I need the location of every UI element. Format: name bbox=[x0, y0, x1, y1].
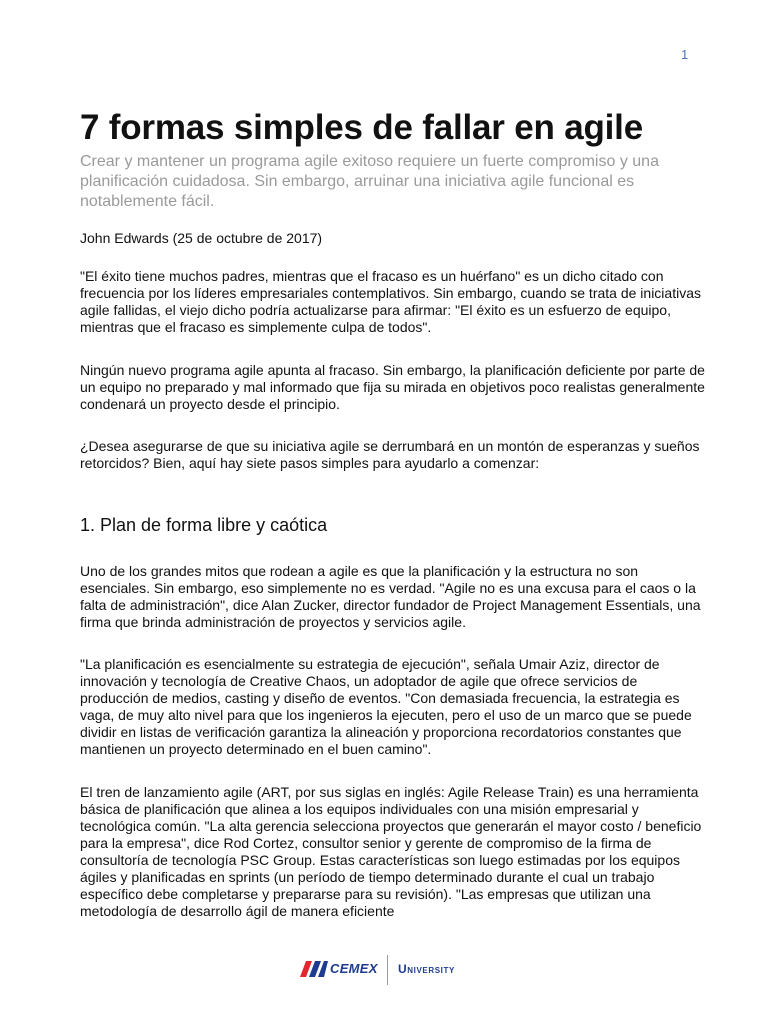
intro-paragraph-1: "El éxito tiene muchos padres, mientras que el fracaso es un huérfano" es un dicho citado con frecuencia por los líderes empresariales contemplativos. Sin embargo, cuando se trata de iniciativas agile fallidas, el viejo dicho podría actualizarse para afirmar: "El éxito es un esfuerzo de equipo, mientras que el fracaso es simplemente culpa de todos". bbox=[80, 268, 701, 335]
section-heading: 1. Plan de forma libre y caótica bbox=[80, 515, 328, 535]
footer-divider bbox=[387, 955, 388, 985]
article-subtitle: Crear y mantener un programa agile exitoso requiere un fuerte compromiso y una planificación cuidadosa. Sin embargo, arruinar una iniciativa agile funcional es notablemente fácil. bbox=[80, 153, 659, 210]
section-paragraph-1: Uno de los grandes mitos que rodean a agile es que la planificación y la estructura no son esenciales. Sin embargo, eso simplemente no es verdad. "Agile no es una excusa para el caos o la falta de administración", dice Alan Zucker, director fundador de Project Management Essentials, una firma que brinda administración de proyectos y servicios agile. bbox=[80, 563, 701, 630]
section-paragraph-3: El tren de lanzamiento agile (ART, por sus siglas en inglés: Agile Release Train) es una herramienta básica de planificación que alinea a los equipos individuales con una misión empresarial y tecnológica común. "La alta gerencia selecciona proyectos que generarán el mayor costo / beneficio para la empresa", dice Rod Cortez, consultor senior y gerente de compromiso de la firma de consultoría de tecnología PSC Group. Estas características son luego estimadas por los equipos ágiles y planificadas en sprints (un período de tiempo determinado durante el cual un trabajo específico debe completarse y prepararse para su revisión). "Las empresas que utilizan una metodología de desarrollo ágil de manera eficiente bbox=[80, 784, 702, 919]
intro-paragraph-3: ¿Desea asegurarse de que su iniciativa agile se derrumbará en un montón de esperanzas y sueños retorcidos? Bien, aquí hay siete pasos simples para ayudarlo a comenzar: bbox=[80, 438, 700, 471]
page-number: 1 bbox=[681, 47, 689, 62]
footer-brand: CEMEX bbox=[330, 961, 378, 976]
article-byline: John Edwards (25 de octubre de 2017) bbox=[80, 230, 323, 246]
article-title: 7 formas simples de fallar en agile bbox=[80, 108, 643, 147]
footer-logo bbox=[300, 955, 500, 987]
cemex-mark-icon bbox=[300, 961, 328, 977]
section-paragraph-2: "La planificación es esencialmente su estrategia de ejecución", señala Umair Aziz, director de innovación y tecnología de Creative Chaos, un adoptador de agile que ofrece servicios de producción de medios, casting y diseño de eventos. "Con demasiada frecuencia, la estrategia es vaga, de muy alto nivel para que los ingenieros la ejecuten, pero el uso de un marco que se puede dividir en listas de verificación garantiza la alineación y proporciona recordatorios constantes que mantienen un proyecto determinado en el buen camino". bbox=[80, 656, 692, 757]
footer-brand-suffix: University bbox=[398, 962, 455, 976]
intro-paragraph-2: Ningún nuevo programa agile apunta al fracaso. Sin embargo, la planificación deficiente por parte de un equipo no preparado y mal informado que fija su mirada en objetivos poco realistas generalmente condenará un proyecto desde el principio. bbox=[80, 362, 705, 412]
